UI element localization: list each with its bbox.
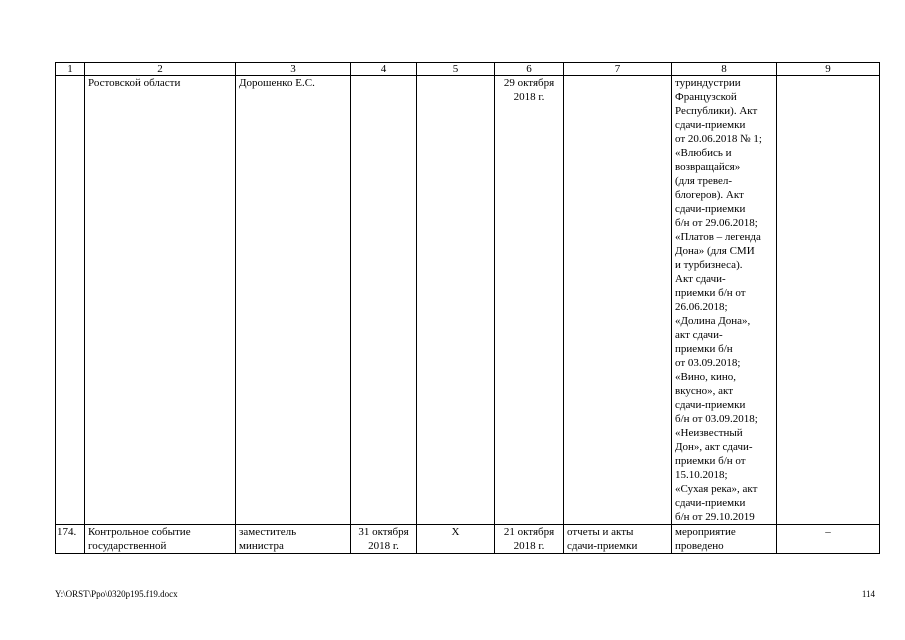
cell-responsible-org: Ростовской области bbox=[85, 76, 236, 525]
cell-event-name bbox=[85, 525, 236, 554]
col-number: 4 bbox=[351, 63, 417, 76]
text-line: сдачи-приемки bbox=[675, 497, 746, 509]
date-line: 2018 г. bbox=[513, 540, 545, 552]
text-line: туриндустрии bbox=[675, 77, 741, 89]
text-line: Контрольное событие bbox=[88, 526, 191, 538]
text-line: отчеты и акты bbox=[567, 526, 634, 538]
text-line: (для тревел- bbox=[675, 175, 733, 187]
text-line: 15.10.2018; bbox=[675, 469, 728, 481]
text-line: сдачи-приемки bbox=[675, 203, 746, 215]
text-line: Дон», акт сдачи- bbox=[675, 441, 753, 453]
text-line: «Неизвестный bbox=[675, 427, 743, 439]
text-line: заместитель bbox=[239, 526, 297, 538]
cell-col5 bbox=[417, 76, 495, 525]
text-line: блогеров). Акт bbox=[675, 189, 744, 201]
document-table bbox=[55, 62, 880, 554]
text-line: Французской bbox=[675, 91, 737, 103]
text-line: б/н от 29.06.2018; bbox=[675, 217, 758, 229]
text-line: и турбизнеса). bbox=[675, 259, 743, 271]
cell-documents bbox=[564, 76, 672, 525]
date-line: 2018 г. bbox=[513, 91, 545, 103]
text-line: «Вино, кино, bbox=[675, 371, 736, 383]
cell-actual-date bbox=[495, 525, 564, 554]
text-line: возвращайся» bbox=[675, 161, 741, 173]
column-number-row bbox=[56, 63, 880, 76]
cell-responsible-person bbox=[236, 525, 351, 554]
footer-file-path: Y:\ORST\Ppo\0320p195.f19.docx bbox=[55, 589, 178, 599]
text-line: «Сухая река», акт bbox=[675, 483, 758, 495]
cell-number: 174. bbox=[56, 525, 85, 554]
text-line: «Долина Дона», bbox=[675, 315, 751, 327]
text-line: мероприятие bbox=[675, 526, 736, 538]
text-line: от 03.09.2018; bbox=[675, 357, 741, 369]
cell-documents bbox=[564, 525, 672, 554]
text-line: приемки б/н от bbox=[675, 455, 746, 467]
date-line: 31 октября bbox=[358, 526, 409, 538]
cell-number bbox=[56, 76, 85, 525]
text-line: сдачи-приемки bbox=[675, 399, 746, 411]
cell-result bbox=[672, 525, 777, 554]
text-line: Дона» (для СМИ bbox=[675, 245, 755, 257]
text-line: акт сдачи- bbox=[675, 329, 723, 341]
date-line: 21 октября bbox=[503, 526, 555, 538]
text-line: сдачи-приемки bbox=[675, 119, 746, 131]
text-line: б/н от 03.09.2018; bbox=[675, 413, 758, 425]
text-line: государственной bbox=[88, 540, 167, 552]
cell-notes bbox=[777, 76, 880, 525]
text-line: от 20.06.2018 № 1; bbox=[675, 133, 762, 145]
col-number: 8 bbox=[672, 63, 777, 76]
col-number: 9 bbox=[777, 63, 880, 76]
date-line: 2018 г. bbox=[368, 540, 399, 552]
text-line: Республики). Акт bbox=[675, 105, 758, 117]
col-number: 7 bbox=[564, 63, 672, 76]
text-line: сдачи-приемки bbox=[567, 540, 638, 552]
text-line: «Платов – легенда bbox=[675, 231, 761, 243]
text-line: приемки б/н от bbox=[675, 287, 746, 299]
cell-col5: Х bbox=[417, 525, 495, 554]
cell-responsible-person: Дорошенко Е.С. bbox=[236, 76, 351, 525]
text-line: Акт сдачи- bbox=[675, 273, 726, 285]
text-line: приемки б/н bbox=[675, 343, 733, 355]
table-row-174 bbox=[56, 525, 880, 554]
text-line: 26.06.2018; bbox=[675, 301, 728, 313]
col-number: 5 bbox=[417, 63, 495, 76]
page-number: 114 bbox=[861, 589, 875, 599]
col-number: 3 bbox=[236, 63, 351, 76]
table-row-continued bbox=[56, 76, 880, 525]
cell-result bbox=[672, 76, 777, 525]
cell-notes: – bbox=[777, 525, 880, 554]
text-line: «Влюбись и bbox=[675, 147, 732, 159]
col-number: 1 bbox=[56, 63, 85, 76]
text-line: б/н от 29.10.2019 bbox=[675, 511, 755, 523]
col-number: 6 bbox=[495, 63, 564, 76]
text-line: проведено bbox=[675, 540, 724, 552]
col-number: 2 bbox=[85, 63, 236, 76]
text-line: вкусно», акт bbox=[675, 385, 734, 397]
cell-planned-date bbox=[351, 525, 417, 554]
cell-actual-date bbox=[495, 76, 564, 525]
cell-planned-date bbox=[351, 76, 417, 525]
text-line: министра bbox=[239, 540, 284, 552]
date-line: 29 октября bbox=[503, 77, 555, 89]
